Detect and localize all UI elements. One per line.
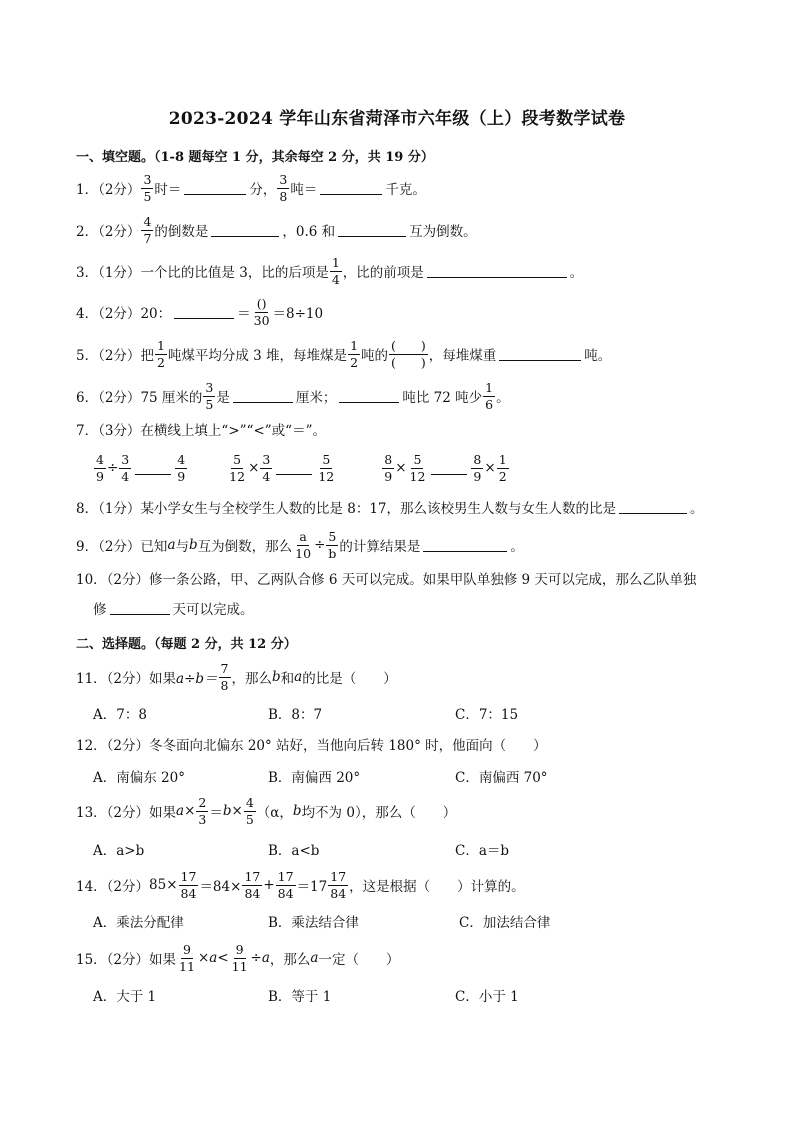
- compare-blank[interactable]: [135, 461, 171, 476]
- fraction-blank[interactable]: $\frac{( )}{( )}$: [391, 338, 426, 370]
- answer-blank[interactable]: [338, 223, 406, 238]
- option-c[interactable]: C．小于 1: [455, 989, 519, 1005]
- fraction: $\frac{17}{84}$: [244, 869, 261, 901]
- answer-blank[interactable]: [174, 305, 234, 320]
- question-10-line-2: 修 天可以完成。: [93, 602, 254, 618]
- option-c[interactable]: C．a＝b: [455, 843, 510, 859]
- question-13: 13．（2分） 如果 a× $\frac{2}{3}$ ＝ b× $\frac{4}{5}$ （α， b 均不为 0），那么（ ）: [76, 795, 457, 827]
- fraction: $\frac{1}{6}$: [485, 380, 494, 412]
- question-11: 11．（2分） 如果 a÷b＝ $\frac{7}{8}$ ，那么 b 和 a 的比是（ ）: [76, 661, 397, 693]
- option-c[interactable]: C．7：15: [455, 707, 519, 723]
- answer-blank[interactable]: [339, 389, 399, 404]
- question-5: 5．（2分） 把 $\frac{1}{2}$ 吨煤平均分成 3 堆，每堆煤是 $\frac{1}{2}$ 吨的 $\frac{( )}{( )}$ ，每堆煤重 吨。: [76, 338, 612, 370]
- option-b[interactable]: B．8：7: [268, 707, 323, 723]
- answer-blank[interactable]: [427, 264, 567, 279]
- option-a[interactable]: A．a>b: [93, 843, 145, 859]
- fraction: $\frac{9}{11}$: [179, 942, 195, 974]
- answer-blank[interactable]: [423, 538, 507, 553]
- question-12: 12．（2分） 冬冬面向北偏东 20° 站好，当他向后转 180° 时，他面向（ ）: [76, 738, 547, 754]
- fraction: $\frac{2}{3}$: [198, 795, 207, 827]
- option-b[interactable]: B．南偏西 20°: [268, 770, 361, 786]
- fraction: $\frac{7}{8}$: [220, 661, 229, 693]
- fraction: $\frac{()}{30}$: [253, 296, 270, 328]
- question-9: 9．（2分） 已知 a 与 b 互为倒数，那么 $\frac{a}{10}$ ÷ $\frac{5}{b}$ 的计算结果是 。: [76, 529, 524, 561]
- question-2: 2．（2分） $\frac{4}{7}$ 的倒数是 ，0.6 和 互为倒数。: [76, 214, 477, 246]
- option-b[interactable]: B．a<b: [268, 843, 320, 859]
- fraction: $\frac{3}{5}$: [205, 380, 214, 412]
- section-fill-in-header: 一、填空题。（1-8 题每空 1 分，其余每空 2 分，共 19 分）: [76, 150, 434, 165]
- question-1: 1．（2分） $\frac{3}{5}$ 时＝ 分， $\frac{3}{8}$ 吨＝ 千克。: [76, 172, 426, 204]
- compare-blank[interactable]: [431, 461, 467, 476]
- option-c[interactable]: C．加法结合律: [459, 915, 551, 931]
- fraction: $\frac{17}{84}$: [330, 869, 347, 901]
- question-10: 10．（2分） 修一条公路，甲、乙两队合修 6 天可以完成。如果甲队单独修 9 天可以完成，那么乙队单独: [76, 572, 697, 588]
- question-7: 7．（3分） 在横线上填上“>”“<”或“＝”。: [76, 423, 326, 439]
- answer-blank[interactable]: [233, 389, 293, 404]
- answer-blank[interactable]: [110, 601, 170, 616]
- fraction: $\frac{3}{5}$: [143, 172, 152, 204]
- fraction: $\frac{4}{5}$: [245, 795, 254, 827]
- question-8: 8．（1分） 某小学女生与全校学生人数的比是 8：17，那么该校男生人数与女生人数的比是 。: [76, 501, 704, 517]
- fraction: $\frac{17}{84}$: [180, 869, 197, 901]
- answer-blank[interactable]: [184, 181, 246, 196]
- option-a[interactable]: A．7：8: [93, 707, 147, 723]
- answer-blank[interactable]: [320, 181, 382, 196]
- fraction: $\frac{1}{4}$: [331, 255, 340, 287]
- option-a[interactable]: A．南偏东 20°: [93, 770, 185, 786]
- question-14: 14．（2分） 85× $\frac{17}{84}$ ＝84× $\frac{17}{84}$ + $\frac{17}{84}$ ＝17 $\frac{17}{84}$ ，这是根据（ ）计算的。: [76, 869, 525, 901]
- fraction: $\frac{4}{7}$: [143, 214, 152, 246]
- answer-blank[interactable]: [619, 500, 687, 515]
- option-b[interactable]: B．等于 1: [268, 989, 332, 1005]
- answer-blank[interactable]: [499, 347, 581, 362]
- question-7-expressions: $\frac{4}{9}$ ÷ $\frac{3}{4}$ $\frac{4}{9}$ $\frac{5}{12}$ × $\frac{3}{4}$ $\frac{5}{12}$ $\frac{8}{9}$ × $\frac{5}{12}$ $\frac{8}{9}$ × $\frac{1}{2}$: [96, 452, 507, 484]
- question-3: 3．（1分） 一个比的比值是 3，比的后项是 $\frac{1}{4}$ ，比的前项是 。: [76, 255, 584, 287]
- exam-title: 2023-2024 学年山东省菏泽市六年级（上）段考数学试卷: [168, 109, 626, 129]
- answer-blank[interactable]: [211, 223, 279, 238]
- section-choice-header: 二、选择题。（每题 2 分，共 12 分）: [76, 637, 297, 652]
- fraction: $\frac{1}{2}$: [156, 338, 165, 370]
- fraction: $\frac{1}{2}$: [350, 338, 359, 370]
- fraction: $\frac{9}{11}$: [231, 942, 248, 974]
- question-15: 15．（2分） 如果 $\frac{9}{11}$ × a < $\frac{9}{11}$ ÷ a ，那么 a 一定（ ）: [76, 942, 400, 974]
- fraction: $\frac{a}{10}$: [295, 529, 312, 561]
- option-a[interactable]: A．大于 1: [93, 989, 157, 1005]
- compare-blank[interactable]: [276, 461, 312, 476]
- option-a[interactable]: A．乘法分配律: [93, 915, 184, 931]
- option-b[interactable]: B．乘法结合律: [268, 915, 359, 931]
- fraction: $\frac{17}{84}$: [277, 869, 294, 901]
- fraction: $\frac{5}{b}$: [328, 529, 337, 561]
- question-6: 6．（2分） 75 厘米的 $\frac{3}{5}$ 是 厘米； 吨比 72 吨少 $\frac{1}{6}$ 。: [76, 380, 510, 412]
- fraction: $\frac{3}{8}$: [279, 172, 288, 204]
- question-4: 4．（2分） 20： ＝ $\frac{()}{30}$ ＝8÷10: [76, 296, 324, 328]
- option-c[interactable]: C．南偏西 70°: [455, 770, 548, 786]
